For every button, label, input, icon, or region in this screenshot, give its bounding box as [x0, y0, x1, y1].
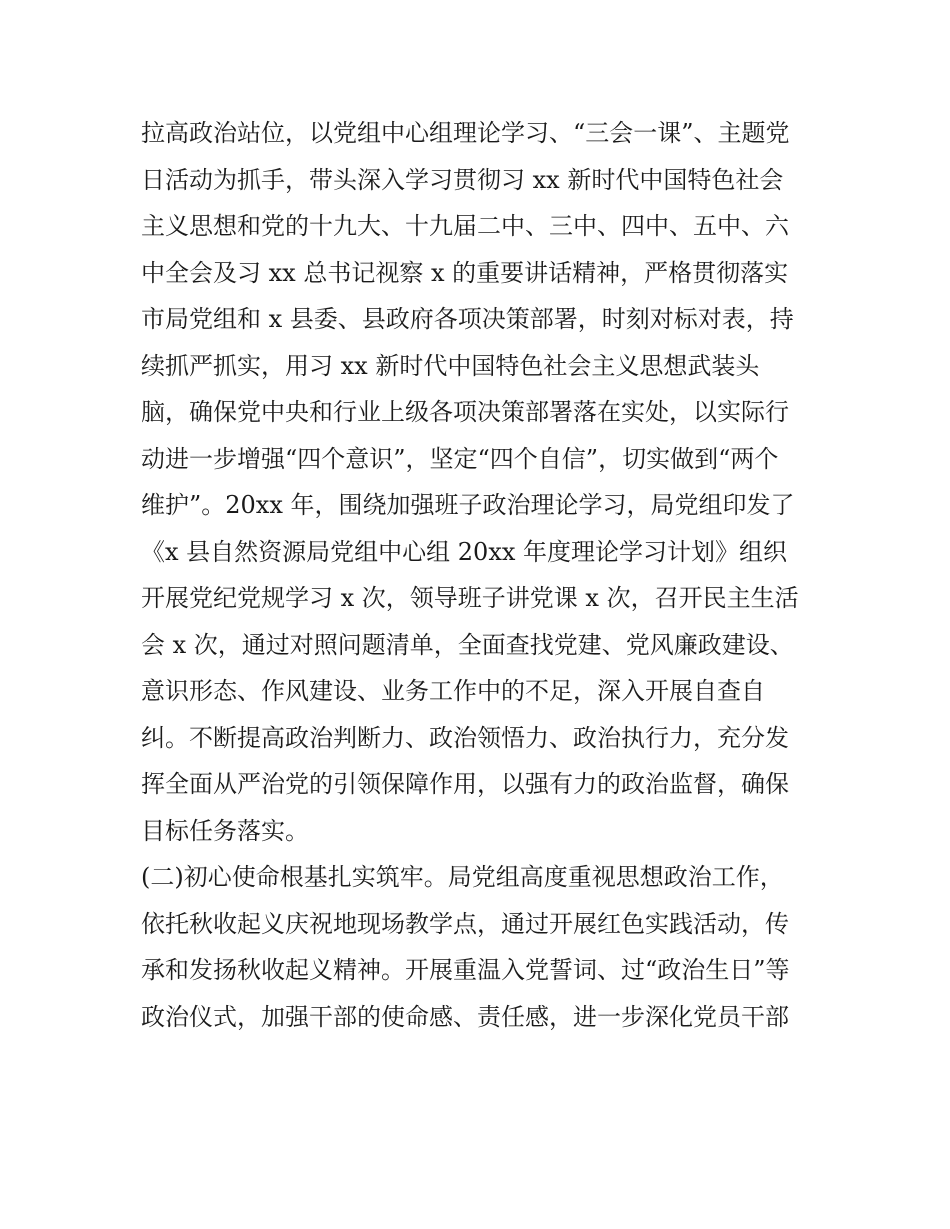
text-line: 日活动为抓手，带头深入学习贯彻习 xx 新时代中国特色社会	[141, 165, 784, 194]
text-line: 挥全面从严治党的引领保障作用，以强有力的政治监督，确保	[141, 770, 789, 798]
text-line: 纠。不断提高政治判断力、政治领悟力、政治执行力，充分发	[141, 723, 789, 752]
text-line: 拉高政治站位，以党组中心组理论学习、“三会一课”、主题党	[141, 119, 790, 147]
section-heading-line: (二)初心使命根基扎实筑牢。局党组高度重视思想政治工作，	[141, 863, 784, 891]
text-line: 维护”。20xx 年，围绕加强班子政治理论学习，局党组印发了	[141, 491, 795, 519]
body-text	[141, 110, 841, 1040]
text-line: 开展党纪党规学习 x 次，领导班子讲党课 x 次，召开民主生活	[141, 584, 799, 612]
text-line: 意识形态、作风建设、业务工作中的不足，深入开展自查自	[141, 677, 765, 705]
text-line: 依托秋收起义庆祝地现场教学点，通过开展红色实践活动，传	[141, 909, 789, 938]
text-line: 脑，确保党中央和行业上级各项决策部署落在实处，以实际行	[141, 398, 789, 426]
text-line: 承和发扬秋收起义精神。开展重温入党誓词、过“政治生日”等	[141, 956, 790, 984]
text-line: 会 x 次，通过对照问题清单，全面查找党建、党风廉政建设、	[141, 630, 794, 659]
text-line: 动进一步增强“四个意识”，坚定“四个自信”，切实做到“两个	[141, 444, 779, 473]
text-line: 中全会及习 xx 总书记视察 x 的重要讲话精神，严格贯彻落实	[141, 258, 789, 287]
text-line: 目标任务落实。	[141, 816, 309, 845]
text-line: 政治仪式，加强干部的使命感、责任感，进一步深化党员干部	[141, 1002, 789, 1031]
text-line: 市局党组和 x 县委、县政府各项决策部署，时刻对标对表，持	[141, 305, 794, 333]
text-line: 《x 县自然资源局党组中心组 20xx 年度理论学习计划》组织	[141, 537, 788, 566]
text-line: 主义思想和党的十九大、十九届二中、三中、四中、五中、六	[141, 212, 789, 240]
text-line: 续抓严抓实，用习 xx 新时代中国特色社会主义思想武装头	[141, 351, 760, 380]
